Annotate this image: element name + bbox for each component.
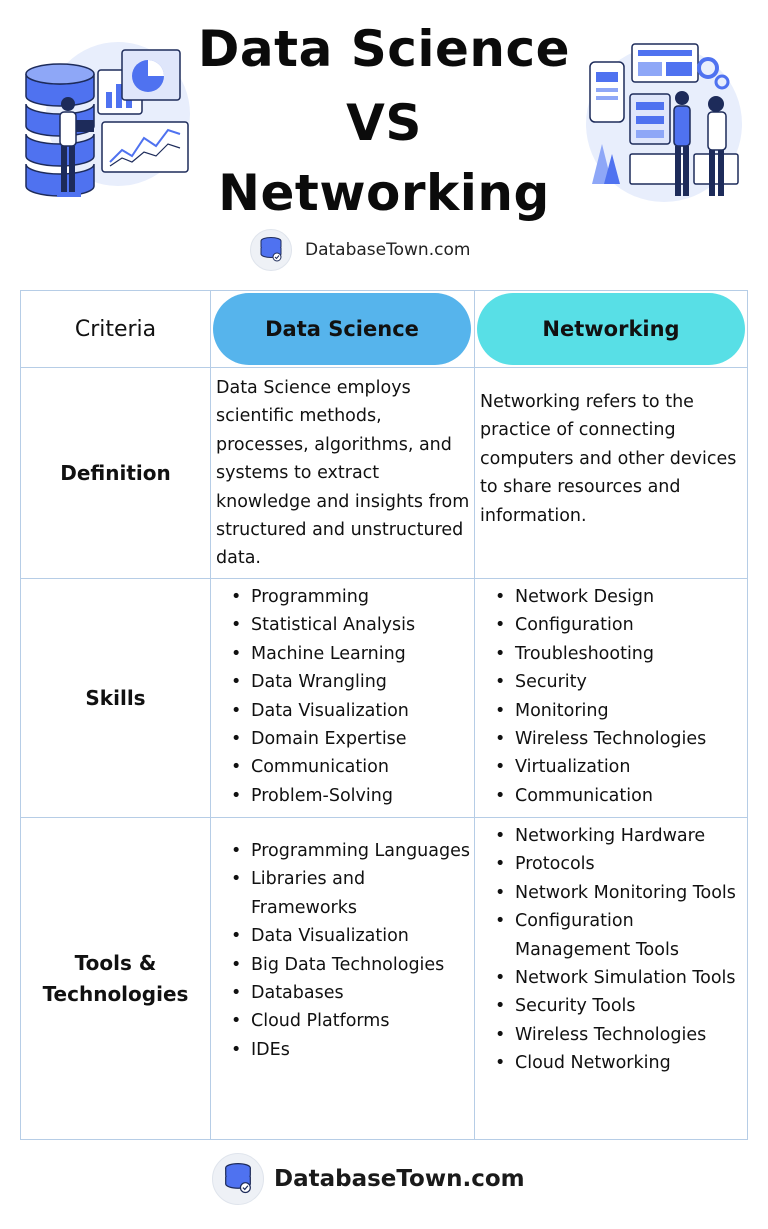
- networking-tools-list: [495, 822, 745, 1078]
- criteria-header-cell: [21, 291, 211, 367]
- list-item: • Network Simulation Tools: [495, 964, 745, 992]
- data-science-header-pill: Data Science: [213, 293, 471, 365]
- tools-label: Tools & Technologies: [42, 950, 189, 1006]
- criteria-header: Criteria: [74, 316, 157, 342]
- list-item: • Programming: [231, 583, 475, 611]
- definition-label-cell: [21, 368, 211, 578]
- tools-row: [21, 818, 747, 1139]
- page-title-line-1: Data Science: [197, 20, 571, 78]
- list-item: • Big Data Technologies: [231, 951, 475, 979]
- networking-skills-cell: [475, 579, 747, 817]
- list-item: • Cloud Networking: [495, 1049, 745, 1077]
- data-science-tools-list: [231, 837, 475, 1064]
- list-item: • Machine Learning: [231, 640, 475, 668]
- list-item: • Monitoring: [495, 697, 745, 725]
- list-item: • Statistical Analysis: [231, 611, 475, 639]
- skills-label-cell: [21, 579, 211, 817]
- tools-label-cell: [21, 818, 211, 1139]
- networking-header-pill: Networking: [477, 293, 745, 365]
- definition-label: Definition: [60, 460, 171, 485]
- list-item: • Protocols: [495, 850, 745, 878]
- list-item: • Virtualization: [495, 753, 745, 781]
- list-item: • Configuration Management Tools: [495, 907, 745, 964]
- list-item: • Databases: [231, 979, 475, 1007]
- data-science-definition: Data Science employs scientific methods, processes, algorithms, and systems to extract knowledge and insights from structured and unstructured data.: [216, 378, 470, 569]
- page-title-line-3: Networking: [218, 164, 550, 222]
- database-logo-icon: [250, 229, 292, 271]
- page-title-line-2: VS: [346, 94, 422, 152]
- list-item: • Data Visualization: [231, 697, 475, 725]
- brand-header: [250, 229, 470, 271]
- list-item: • Troubleshooting: [495, 640, 745, 668]
- data-science-definition-cell: [211, 368, 475, 578]
- list-item: • Cloud Platforms: [231, 1007, 475, 1035]
- data-science-skills-cell: [211, 579, 475, 817]
- brand-footer: [212, 1153, 525, 1205]
- list-item: • Wireless Technologies: [495, 1021, 745, 1049]
- networking-definition-cell: [475, 368, 747, 578]
- list-item: • Configuration: [495, 611, 745, 639]
- list-item: • Data Visualization: [231, 922, 475, 950]
- list-item: • Data Wrangling: [231, 668, 475, 696]
- comparison-table: [20, 290, 748, 1140]
- networking-illustration: [572, 34, 754, 214]
- brand-name: DatabaseTown.com: [305, 240, 471, 260]
- networking-definition: Networking refers to the practice of connecting computers and other devices to share resources and information.: [480, 392, 737, 526]
- definition-row: [21, 368, 747, 579]
- list-item: • Security: [495, 668, 745, 696]
- networking-header-cell: [475, 291, 747, 367]
- data-science-illustration: [18, 34, 198, 224]
- skills-label: Skills: [85, 685, 146, 710]
- brand-name: DatabaseTown.com: [274, 1166, 525, 1192]
- list-item: • Wireless Technologies: [495, 725, 745, 753]
- list-item: • Network Monitoring Tools: [495, 879, 745, 907]
- list-item: • Networking Hardware: [495, 822, 745, 850]
- networking-tools-cell: [475, 818, 747, 1139]
- data-science-tools-cell: [211, 818, 475, 1139]
- list-item: • Problem-Solving: [231, 782, 475, 810]
- list-item: • Communication: [495, 782, 745, 810]
- list-item: • Programming Languages: [231, 837, 475, 865]
- networking-skills-list: [495, 583, 745, 810]
- skills-row: [21, 579, 747, 818]
- list-item: • Domain Expertise: [231, 725, 475, 753]
- table-header-row: [21, 291, 747, 368]
- list-item: • IDEs: [231, 1036, 475, 1064]
- list-item: • Libraries and Frameworks: [231, 865, 475, 922]
- list-item: • Network Design: [495, 583, 745, 611]
- data-science-skills-list: [231, 583, 475, 810]
- database-logo-icon: [212, 1153, 264, 1205]
- list-item: • Security Tools: [495, 992, 745, 1020]
- list-item: • Communication: [231, 753, 475, 781]
- data-science-header-cell: [211, 291, 475, 367]
